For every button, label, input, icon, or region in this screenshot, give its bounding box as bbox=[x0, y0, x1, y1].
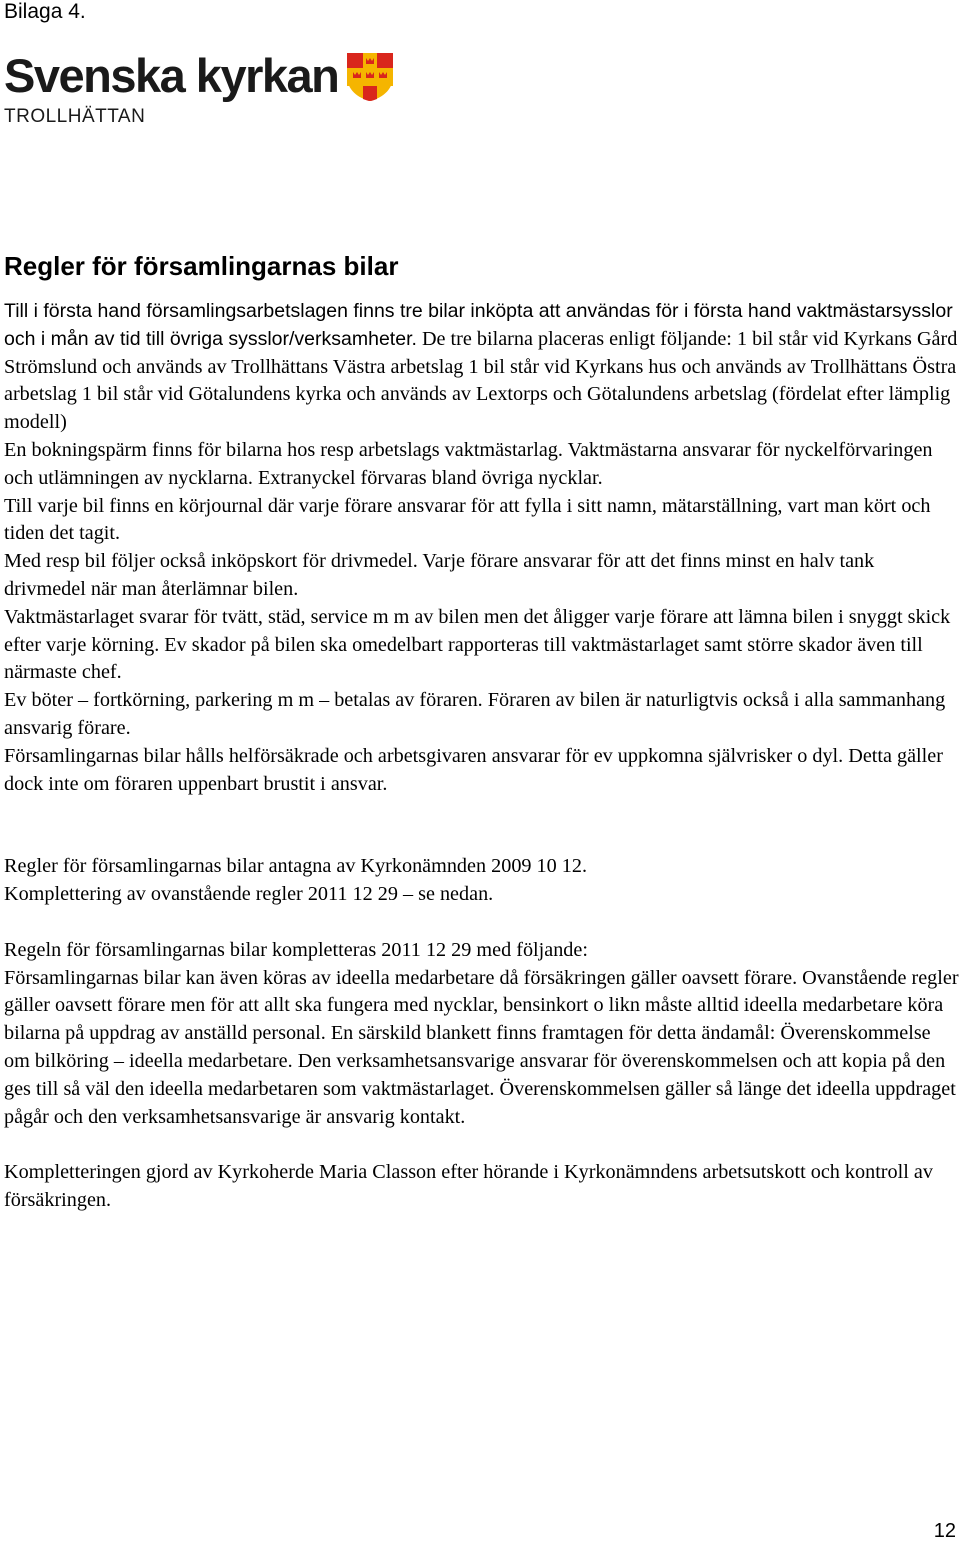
supplement-reference-line: Komplettering av ovanstående regler 2011 12 29 – se nedan. bbox=[4, 883, 494, 906]
supplement-heading: Regeln för församlingarnas bilar kompletteras 2011 12 29 med följande: bbox=[4, 938, 588, 961]
spacer bbox=[4, 1131, 960, 1159]
closing-paragraph: Kompletteringen gjord av Kyrkoherde Maria Classon efter hörande i Kyrkonämndens arbetsutskott och kontroll av försäkringen. bbox=[4, 1161, 933, 1211]
logo-subtitle: TROLLHÄTTAN bbox=[4, 106, 146, 127]
supplement-paragraph: Församlingarnas bilar kan även köras av ideella medarbetare då försäkringen gäller oavsett förare. Ovanstående regler gäller oavsett förare men för att allt ska fungera med nycklar, bensinkort o likn måste alltid ideella medarbetare köra bilarna på uppdrag av anställd personal. En särskild blankett finns framtagen för detta ändamål: Överenskommelse om bilköring – ideella medarbetare. Den verksamhetsansvarige ansvarar för överenskommelsen och att kopia på den ges till så väl den ideella medarbetaren som vaktmästarlaget. Överenskommelsen gäller så länge det ideella uppdraget pågår och den verksamhetsansvarige är ansvarig kontakt. bbox=[4, 966, 959, 1128]
spacer bbox=[4, 798, 960, 853]
intro-sans-text: Till i första hand församlingsarbetslagen finns tre bilar inköpta att användas för i första hand vaktmästarsysslor och i mån av tid till övriga sysslor/verksamheter. bbox=[4, 300, 953, 350]
intro-serif-text: De tre bilarna placeras enligt följande: 1 bil står vid Kyrkans Gård Strömslund och används av Trollhättans Västra arbetslag 1 bil står vid Kyrkans hus och används av Trollhättans Östra arbetslag 1 bil står vid Götalundens kyrka och används av Lextorps och Götalundens arbetslag (fördelat efter lämplig modell) bbox=[4, 327, 958, 434]
paragraph-insurance: Församlingarnas bilar hålls helförsäkrade och arbetsgivaren ansvarar för ev uppkomna självrisker o dyl. Detta gäller dock inte om föraren uppenbart brustit i ansvar. bbox=[4, 744, 943, 795]
page-number: 12 bbox=[933, 1520, 956, 1542]
paragraph-booking: En bokningspärm finns för bilarna hos resp arbetslags vaktmästarlag. Vaktmästarna ansvarar för nyckelförvaringen och utlämningen av nycklarna. Extranyckel förvaras bland övriga nycklar. bbox=[4, 438, 933, 489]
paragraph-fuel: Med resp bil följer också inköpskort för drivmedel. Varje förare ansvarar för att det finns minst en halv tank drivmedel när man återlämnar bilen. bbox=[4, 550, 875, 600]
intro-paragraph bbox=[4, 298, 960, 437]
adoption-line: Regler för församlingarnas bilar antagna av Kyrkonämnden 2009 10 12. bbox=[4, 855, 588, 878]
paragraph-fines: Ev böter – fortkörning, parkering m m – betalas av föraren. Föraren av bilen är naturligtvis också i alla sammanhang ansvarig förare. bbox=[4, 689, 946, 739]
church-shield-crowns-icon bbox=[346, 52, 394, 102]
svenska-kyrkan-logo bbox=[4, 50, 404, 130]
spacer bbox=[4, 909, 960, 937]
logo-name: Svenska kyrkan bbox=[4, 49, 339, 102]
paragraph-maintenance: Vaktmästarlaget svarar för tvätt, städ, service m m av bilen men det åligger varje förare att lämna bilen i snyggt skick efter varje körning. Ev skador på bilen ska omedelbart rapporteras till vaktmästarlaget samt större skador även till närmaste chef. bbox=[4, 605, 951, 684]
document-title: Regler för församlingarnas bilar bbox=[4, 251, 399, 281]
document-body bbox=[4, 298, 960, 1215]
paragraph-logbook: Till varje bil finns en körjournal där varje förare ansvarar för att fylla i sitt namn, mätarställning, vart man kört och tiden det tagit. bbox=[4, 494, 931, 545]
appendix-label: Bilaga 4. bbox=[4, 0, 86, 23]
